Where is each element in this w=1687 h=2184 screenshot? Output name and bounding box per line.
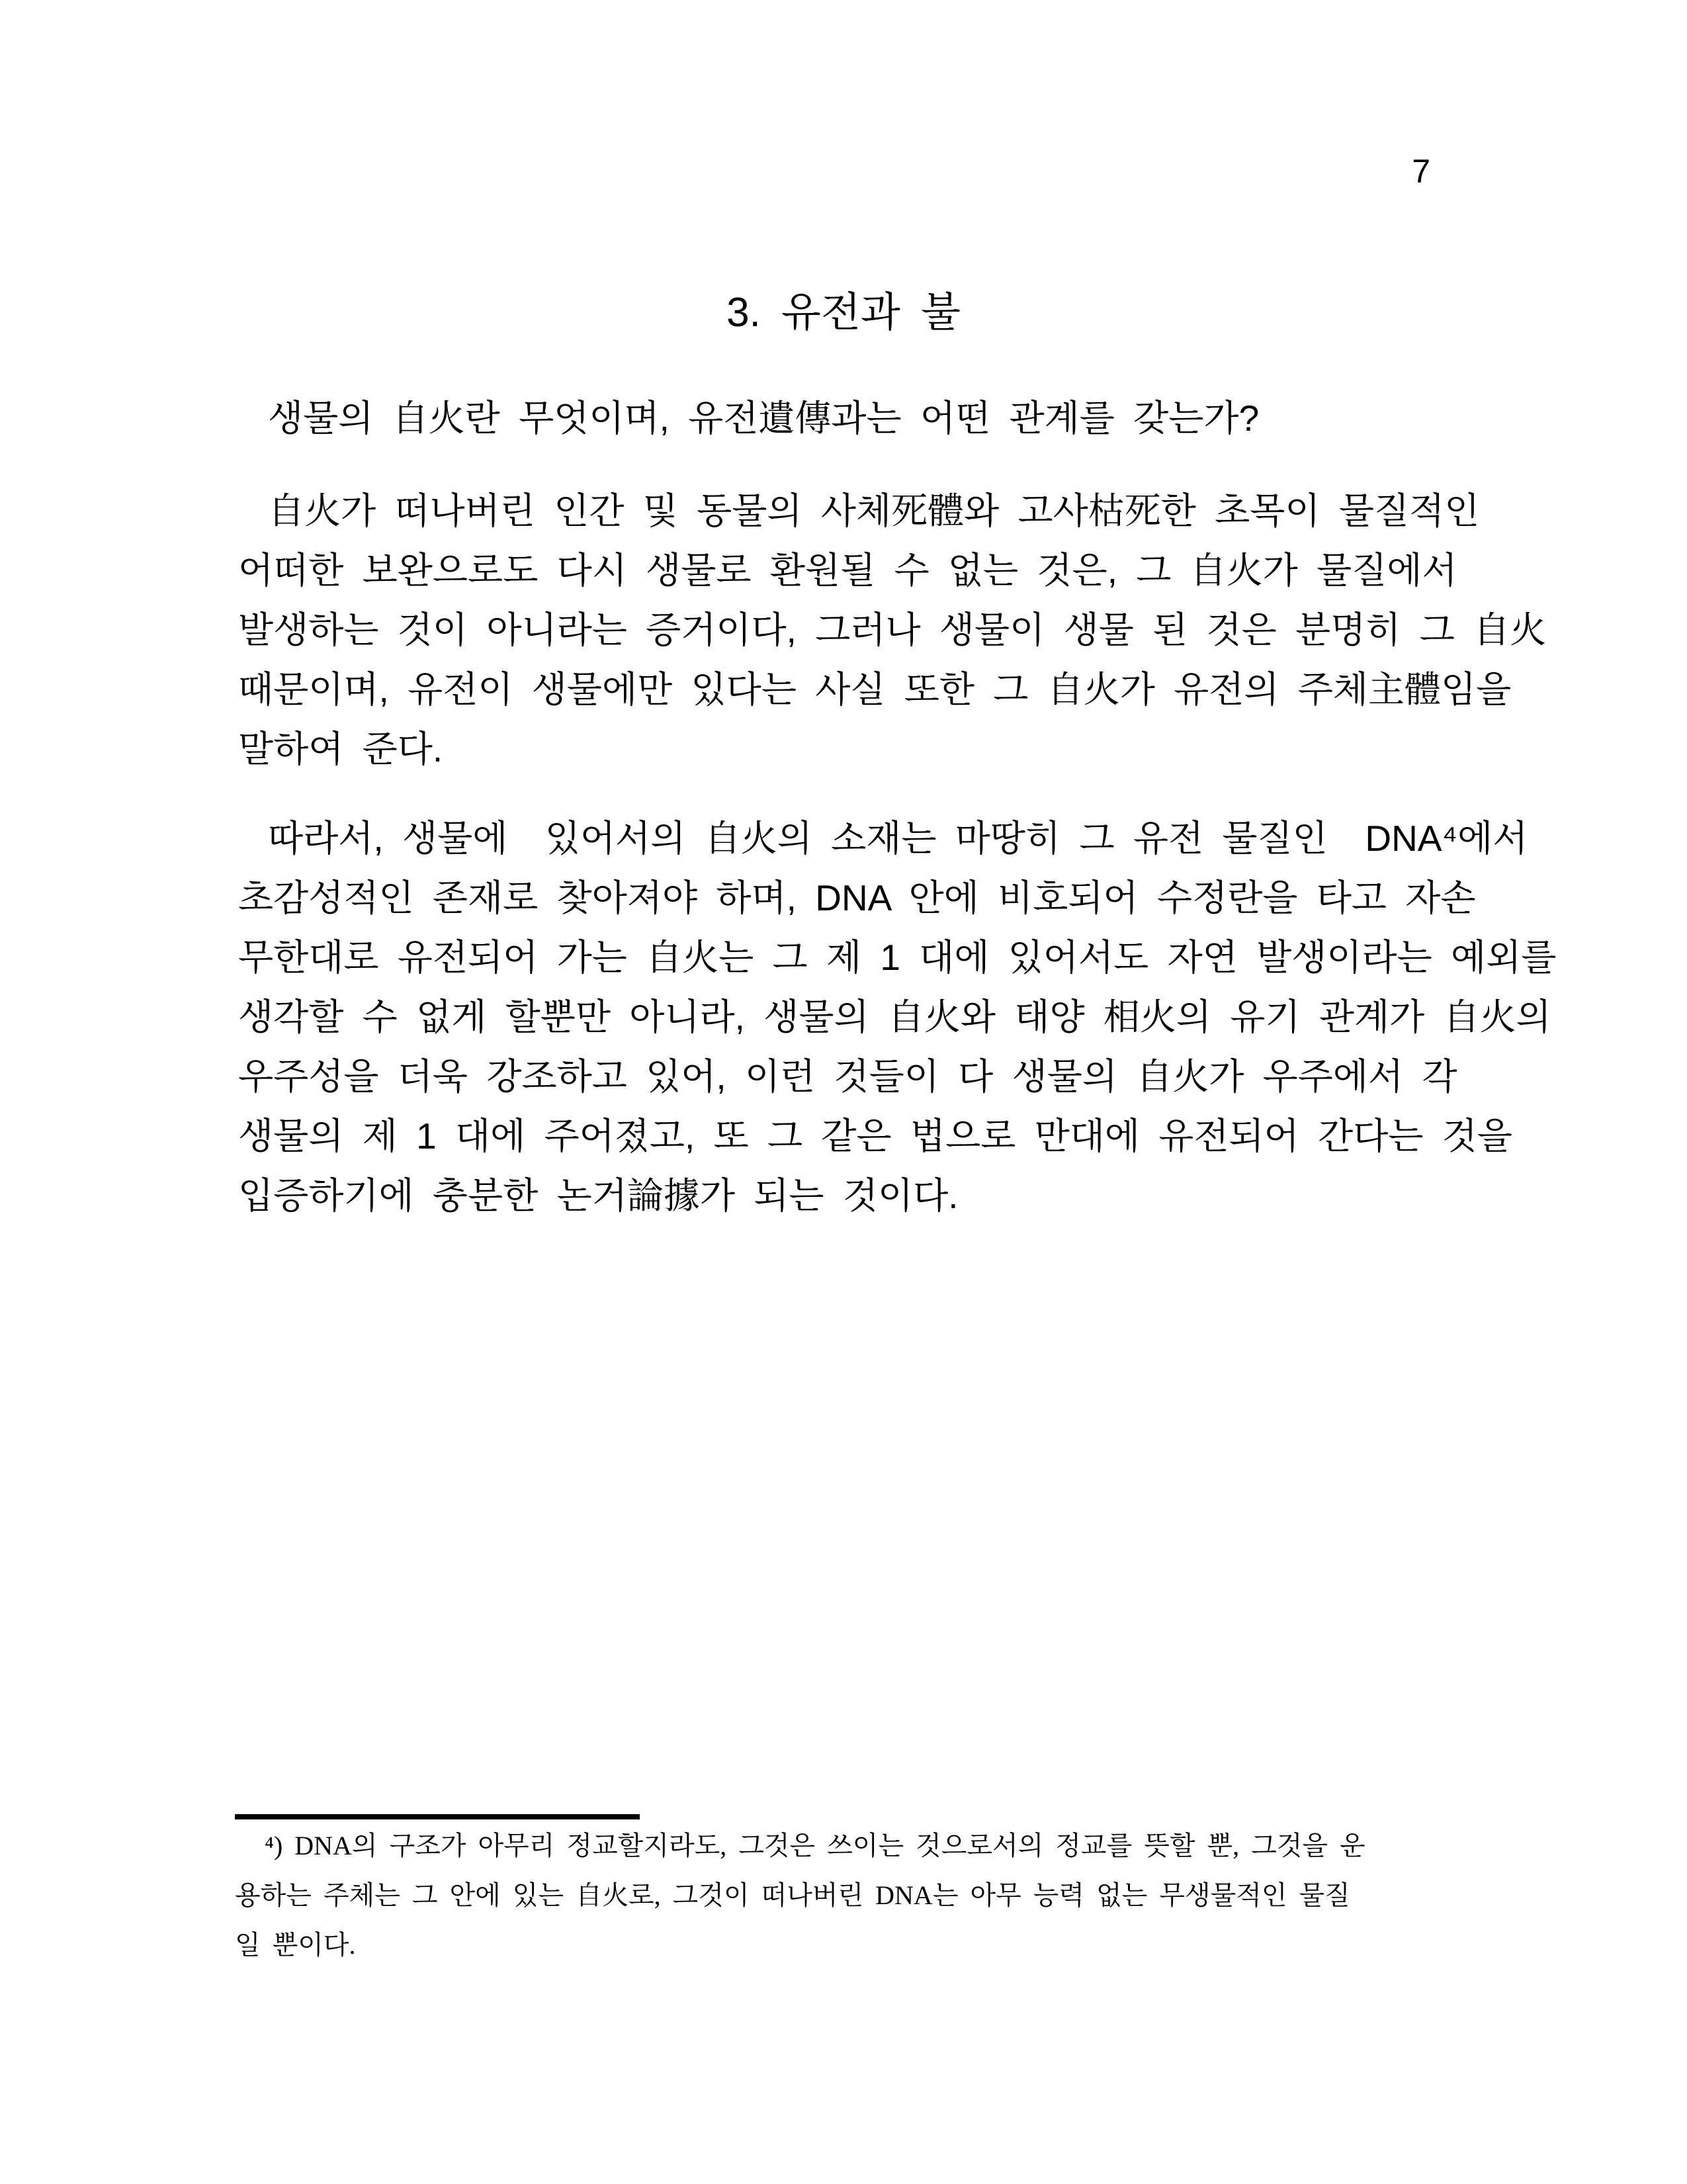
text-line: 초감성적인 존재로 찾아져야 하며, DNA 안에 비호되어 수정란을 타고 자손	[238, 877, 1476, 918]
footnote-line: 용하는 주체는 그 안에 있는 自火로, 그것이 떠나버린 DNA는 아무 능력 없는 무생물적인 물질	[235, 1880, 1350, 1910]
footnote-line: 일 뿐이다.	[235, 1930, 356, 1960]
text-line: 발생하는 것이 아니라는 증거이다, 그러나 생물이 생물 된 것은 분명히 그 自火	[238, 609, 1547, 650]
text-line: 무한대로 유전되어 가는 自火는 그 제 1 대에 있어서도 자연 발생이라는 예외를	[238, 937, 1557, 978]
text-line: 생물의 自火란 무엇이며, 유전遺傳과는 어떤 관계를 갖는가?	[268, 398, 1260, 439]
section-title: 3. 유전과 불	[726, 290, 961, 335]
text-line: 自火가 떠나버린 인간 및 동물의 사체死體와 고사枯死한 초목이 물질적인	[268, 490, 1480, 531]
text-line: 입증하기에 충분한 논거論據가 되는 것이다.	[238, 1175, 959, 1216]
body-paragraph-1	[238, 388, 1459, 448]
text-line: 때문이며, 유전이 생물에만 있다는 사실 또한 그 自火가 유전의 주체主體임을	[238, 669, 1512, 710]
footnote-separator	[235, 1814, 640, 1819]
page-number: 7	[1412, 153, 1430, 190]
footnote	[235, 1821, 1498, 1970]
body-paragraph-3	[238, 808, 1557, 1225]
text-line: 따라서, 생물에 있어서의 自火의 소재는 마땅히 그 유전 물질인 DNA⁴에서	[268, 818, 1528, 859]
text-line: 어떠한 보완으로도 다시 생물로 환원될 수 없는 것은, 그 自火가 물질에서	[238, 550, 1457, 591]
text-line: 생물의 제 1 대에 주어졌고, 또 그 같은 법으로 만대에 유전되어 간다는 것을	[238, 1115, 1513, 1157]
body-paragraph-2	[238, 481, 1547, 779]
text-line: 우주성을 더욱 강조하고 있어, 이런 것들이 다 생물의 自火가 우주에서 각	[238, 1056, 1457, 1097]
text-line: 말하여 준다.	[238, 728, 443, 769]
text-line: 생각할 수 없게 할뿐만 아니라, 생물의 自火와 태양 相火의 유기 관계가 自火의	[238, 996, 1551, 1037]
footnote-line: ⁴) DNA의 구조가 아무리 정교할지라도, 그것은 쓰이는 것으로서의 정교를 뜻할 뿐, 그것을 운	[265, 1831, 1365, 1860]
